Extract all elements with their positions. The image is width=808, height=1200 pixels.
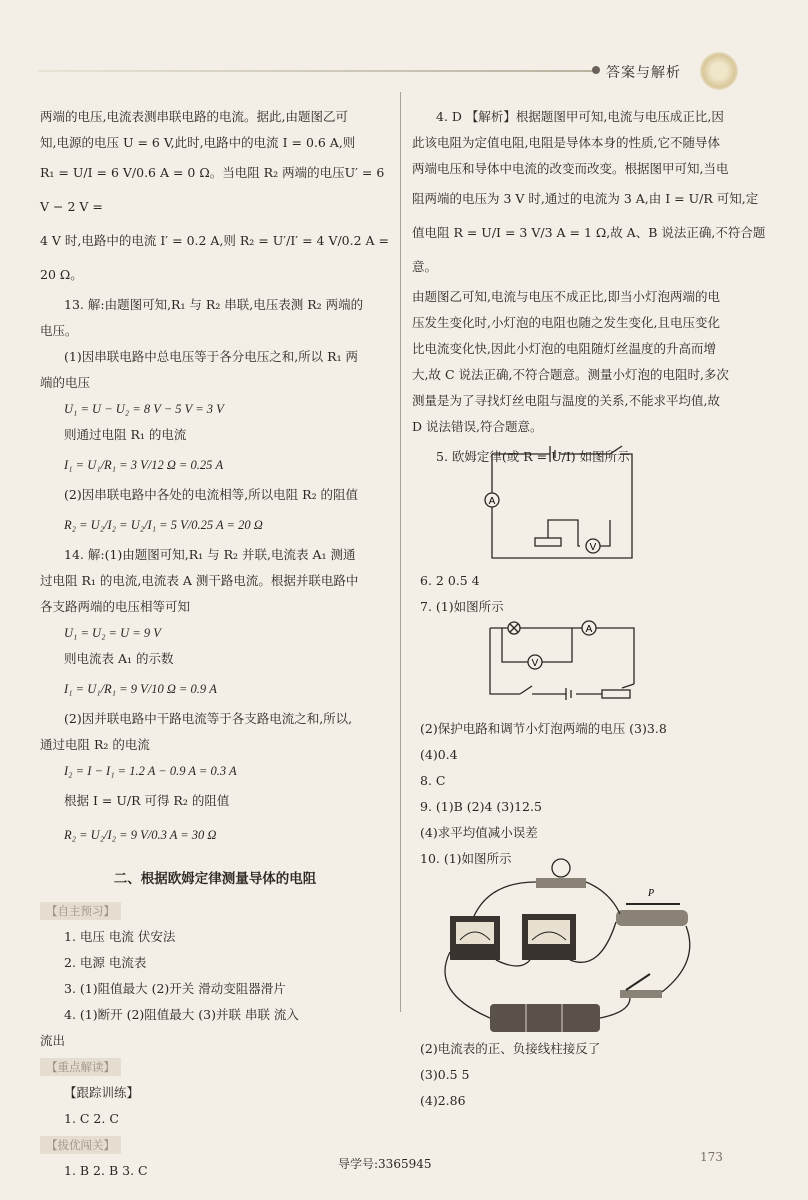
question-13: 13. 解:由题图可知,R₁ 与 R₂ 串联,电压表测 R₂ 两端的 bbox=[64, 297, 364, 312]
equation-line: R₂ = U₂/I₂ = U₂/I₁ = 5 V/0.25 A = 20 Ω bbox=[64, 518, 263, 532]
question-10: 10. (1)如图所示 bbox=[420, 851, 512, 866]
equation-line: I₁ = U₁/R₁ = 9 V/10 Ω = 0.9 A bbox=[64, 682, 217, 696]
rheostat-device-icon bbox=[616, 910, 688, 926]
question-7: 7. (1)如图所示 bbox=[420, 599, 504, 614]
physical-circuit-q10 bbox=[430, 852, 710, 1042]
equation-line: I₁ = U₁/R₁ = 3 V/12 Ω = 0.25 A bbox=[64, 458, 224, 472]
question-10-part2: (2)电流表的正、负接线柱接反了 bbox=[420, 1041, 601, 1056]
switch-icon bbox=[610, 446, 622, 454]
equation-line: 阻两端的电压为 3 V 时,通过的电流为 3 A,由 I = U/R 可知,定 bbox=[412, 191, 759, 206]
answers-6-7 bbox=[420, 568, 780, 620]
text-line: 电压。 bbox=[40, 323, 78, 338]
text-line: 两端的电压,电流表测串联电路的电流。据此,由题图乙可 bbox=[40, 109, 348, 124]
preview-answer: 4. (1)断开 (2)阻值最大 (3)并联 串联 流入 bbox=[64, 1007, 299, 1022]
circuit-diagram-q5 bbox=[480, 440, 640, 560]
text-line: (1)因串联电路中总电压等于各分电压之和,所以 R₁ 两 bbox=[64, 349, 359, 364]
text-line: 比电流变化快,因此小灯泡的电阻随灯丝温度的升高而增 bbox=[412, 341, 716, 356]
preview-answer: 1. 电压 电流 伏安法 bbox=[64, 929, 176, 944]
question-10-part4: (4)2.86 bbox=[420, 1093, 466, 1108]
page-number: 173 bbox=[700, 1150, 723, 1164]
text-line: 此该电阻为定值电阻,电阻是导体本身的性质,它不随导体 bbox=[412, 135, 720, 150]
switch-device-icon bbox=[620, 990, 662, 998]
text-line: D 说法错误,符合题意。 bbox=[412, 419, 543, 434]
text-line: 测量是为了寻找灯丝电阻与温度的关系,不能求平均值,故 bbox=[412, 393, 720, 408]
preview-answer: 2. 电源 电流表 bbox=[64, 955, 147, 970]
header-title: 答案与解析 bbox=[606, 65, 681, 81]
equation-line: I₂ = I − I₁ = 1.2 A − 0.9 A = 0.3 A bbox=[64, 764, 237, 778]
lamp-base-icon bbox=[536, 878, 586, 888]
left-column bbox=[40, 104, 390, 1184]
switch-icon bbox=[520, 686, 532, 694]
right-column bbox=[412, 104, 772, 474]
svg-text:V: V bbox=[589, 542, 597, 553]
header-rule bbox=[38, 70, 598, 72]
question-8: 8. C bbox=[420, 773, 446, 788]
text-line: 过电阻 R₁ 的电流,电流表 A 测干路电流。根据并联电路中 bbox=[40, 573, 359, 588]
svg-text:A: A bbox=[488, 496, 496, 507]
question-7-part2: (2)保护电路和调节小灯泡两端的电压 (3)3.8 bbox=[420, 721, 667, 736]
question-5: 5. 欧姆定律(或 R = U/I) 如图所示 bbox=[436, 449, 630, 464]
question-7-part4: (4)0.4 bbox=[420, 747, 458, 762]
text-line: 大,故 C 说法正确,不符合题意。测量小灯泡的电阻时,多次 bbox=[412, 367, 729, 382]
text-line: 各支路两端的电压相等可知 bbox=[40, 599, 191, 614]
track-label: 【跟踪训练】 bbox=[64, 1085, 140, 1100]
text-line: 通过电阻 R₂ 的电流 bbox=[40, 737, 150, 752]
rheostat-icon bbox=[602, 690, 630, 698]
section-title: 二、根据欧姆定律测量导体的电阻 bbox=[113, 871, 317, 887]
answers-10 bbox=[420, 1036, 780, 1114]
equation-line: 根据 I = U/R 可得 R₂ 的阻值 bbox=[64, 793, 230, 808]
equation-line: U₁ = U₂ = U = 9 V bbox=[64, 626, 161, 640]
tag-preview: 【自主预习】 bbox=[40, 902, 121, 920]
text-line: 知,电源的电压 U = 6 V,此时,电路中的电流 I = 0.6 A,则 bbox=[40, 135, 356, 150]
tag-key-reading: 【重点解读】 bbox=[40, 1058, 121, 1076]
question-14: 14. 解:(1)由题图可知,R₁ 与 R₂ 并联,电流表 A₁ 测通 bbox=[64, 547, 356, 562]
question-10-part3: (3)0.5 5 bbox=[420, 1067, 470, 1082]
svg-text:V: V bbox=[531, 658, 539, 669]
svg-text:A: A bbox=[585, 624, 593, 635]
question-9-part4: (4)求平均值减小误差 bbox=[420, 825, 538, 840]
header-ornament-icon bbox=[700, 52, 738, 90]
rheostat-icon bbox=[535, 538, 561, 546]
question-4: 4. D 【解析】根据题图甲可知,电流与电压成正比,因 bbox=[436, 109, 724, 124]
guide-number: 导学号:3365945 bbox=[338, 1157, 432, 1171]
svg-text:P: P bbox=[648, 888, 655, 899]
equation-line: R₁ = U/I = 6 V/0.6 A = 0 Ω。当电阻 R₂ 两端的电压U′ = 6 V − 2 V = bbox=[40, 165, 385, 214]
question-9: 9. (1)B (2)4 (3)12.5 bbox=[420, 799, 542, 814]
tag-hurdle: 【拔优闯关】 bbox=[40, 1136, 121, 1154]
light-bulb-icon bbox=[552, 859, 570, 877]
equation-line: 4 V 时,电路中的电流 I′ = 0.2 A,则 R₂ = U′/I′ = 4 V/0.2 A = 20 Ω。 bbox=[40, 233, 390, 282]
text-line: 则电流表 A₁ 的示数 bbox=[64, 651, 174, 666]
question-6: 6. 2 0.5 4 bbox=[420, 573, 480, 588]
text-line: 压发生变化时,小灯泡的电阻也随之发生变化,且电压变化 bbox=[412, 315, 720, 330]
text-line: (2)因并联电路中干路电流等于各支路电流之和,所以, bbox=[64, 711, 353, 726]
text-line: 端的电压 bbox=[40, 375, 91, 390]
answers-7-10 bbox=[420, 716, 780, 872]
text-line: 两端电压和导体中电流的改变而改变。根据图甲可知,当电 bbox=[412, 161, 729, 176]
text-line: 由题图乙可知,电流与电压不成正比,即当小灯泡两端的电 bbox=[412, 289, 720, 304]
track-answers: 1. C 2. C bbox=[64, 1111, 119, 1126]
column-divider bbox=[400, 92, 401, 1012]
equation-line: R₂ = U₂/I₂ = 9 V/0.3 A = 30 Ω bbox=[64, 828, 217, 842]
preview-answer: 流出 bbox=[40, 1033, 66, 1048]
preview-answer: 3. (1)阻值最大 (2)开关 滑动变阻器滑片 bbox=[64, 981, 286, 996]
battery-pack-icon bbox=[490, 1004, 600, 1032]
hurdle-answers: 1. B 2. B 3. C bbox=[64, 1163, 148, 1178]
text-line: (2)因串联电路中各处的电流相等,所以电阻 R₂ 的阻值 bbox=[64, 487, 359, 502]
equation-line: 值电阻 R = U/I = 3 V/3 A = 1 Ω,故 A、B 说法正确,不符合题意。 bbox=[412, 225, 766, 274]
circuit-diagram-q7 bbox=[482, 618, 642, 702]
text-line: 则通过电阻 R₁ 的电流 bbox=[64, 427, 187, 442]
equation-line: U₁ = U − U₂ = 8 V − 5 V = 3 V bbox=[64, 402, 224, 416]
